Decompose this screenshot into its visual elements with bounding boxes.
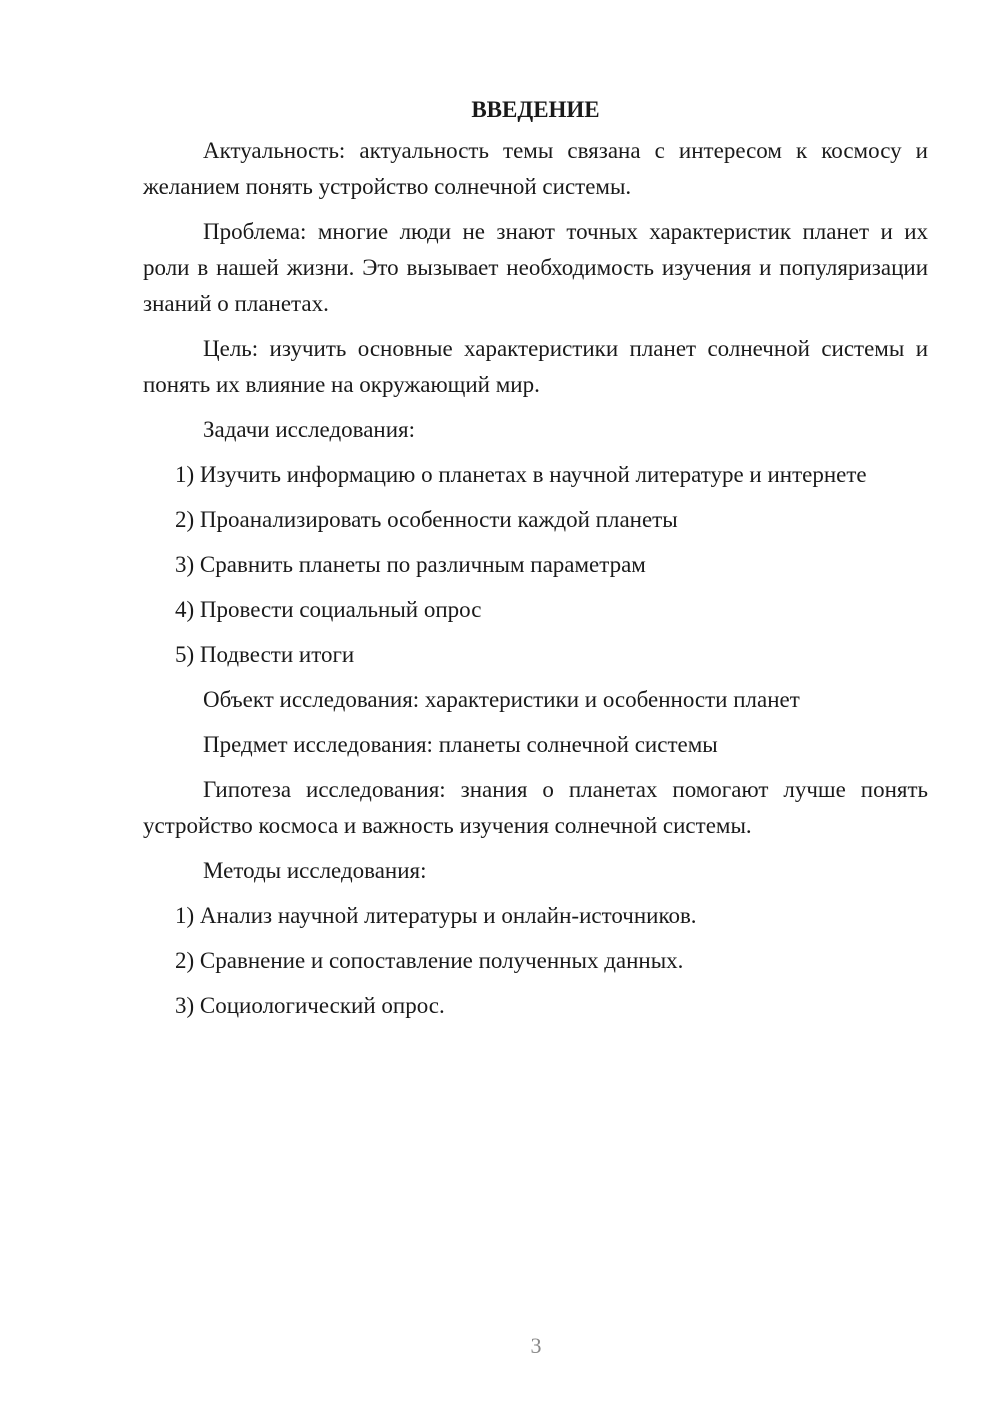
object-line: Объект исследования: характеристики и особенности планет: [203, 687, 800, 712]
methods-list: [143, 898, 928, 1024]
method-item: 3) Социологический опрос.: [175, 993, 445, 1018]
subject-line: Предмет исследования: планеты солнечной системы: [203, 732, 718, 757]
task-item: 4) Провести социальный опрос: [175, 597, 482, 622]
method-item: 2) Сравнение и сопоставление полученных данных.: [175, 948, 684, 973]
task-item: 3) Сравнить планеты по различным параметрам: [175, 552, 646, 577]
tasks-list: [143, 457, 928, 673]
task-item: 5) Подвести итоги: [175, 642, 355, 667]
hypothesis-paragraph: Гипотеза исследования: знания о планетах помогают лучше понять устройство космоса и важность изучения солнечной системы.: [143, 777, 928, 838]
problem-paragraph: Проблема: многие люди не знают точных характеристик планет и их роли в нашей жизни. Это вызывает необходимость изучения и популяризации знаний о планетах.: [143, 219, 928, 316]
section-title: ВВЕДЕНИЕ: [471, 97, 600, 122]
methods-heading: Методы исследования:: [203, 858, 427, 883]
page-number: 3: [530, 1333, 542, 1358]
relevance-paragraph: Актуальность: актуальность темы связана с интересом к космосу и желанием понять устройство солнечной системы.: [143, 138, 928, 199]
task-item: 1) Изучить информацию о планетах в научной литературе и интернете: [175, 462, 867, 487]
method-item: 1) Анализ научной литературы и онлайн-источников.: [175, 903, 697, 928]
page-content: [143, 92, 928, 1033]
task-item: 2) Проанализировать особенности каждой планеты: [175, 507, 678, 532]
goal-paragraph: Цель: изучить основные характеристики планет солнечной системы и понять их влияние на окружающий мир.: [143, 336, 928, 397]
tasks-heading: Задачи исследования:: [203, 417, 416, 442]
